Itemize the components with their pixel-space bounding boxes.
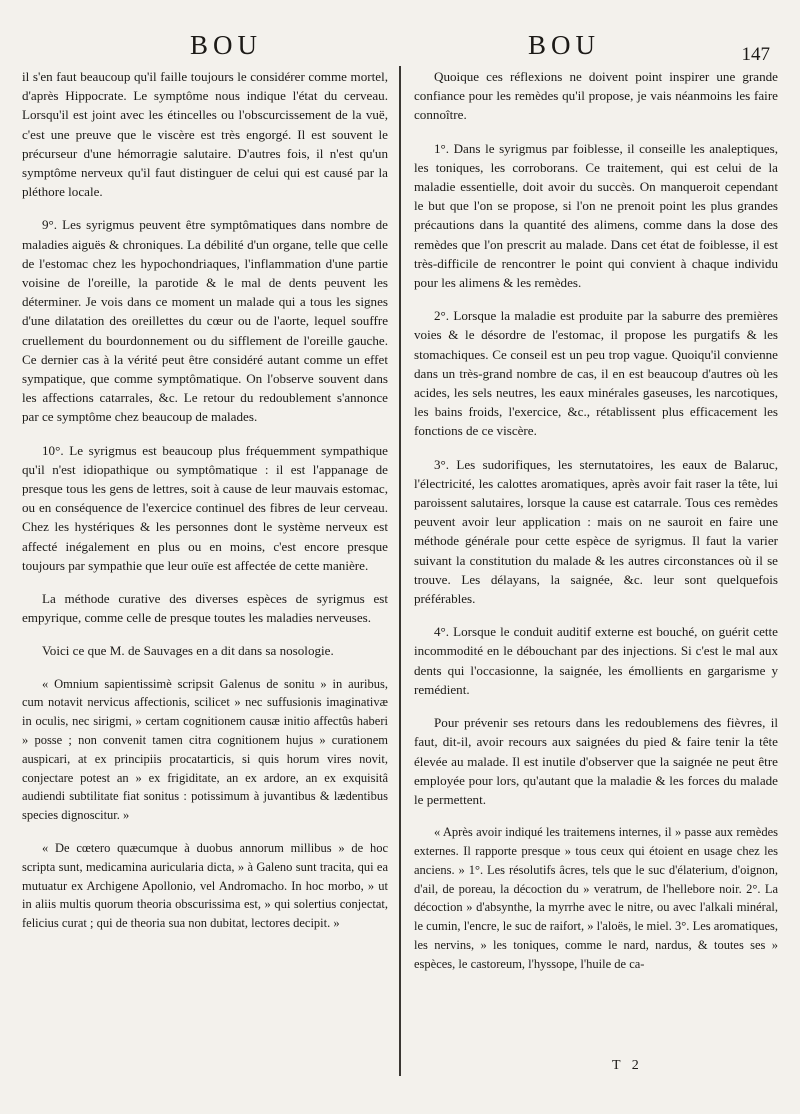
paragraph: La méthode curative des diverses espèces de syrigmus est empyrique, comme celle de presque toutes les maladies nerveuses.: [22, 591, 388, 626]
latin-quotation: « De cœtero quæcumque à duobus annorum millibus » de hoc scripta sunt, medicamina auricularia dicta, » à Galeno sunt tracita, qui ea mutuatur ex Archigene Apollonio, vel Andromacho. In hoc morbo, » ut in aliis multis quorum theoria obscurissima est, » qui solertius conjectat, felicius curat ; qui de theoria sua non dubitat, lectores decipit. »: [22, 841, 388, 931]
paragraph: Pour prévenir ses retours dans les redoublemens des fièvres, il faut, dit-il, avoir recours aux saignées du pied & faire tenir la tête élevée au malade. Il est inutile d'observer que la saignée ne peut être employée pour lors, qu'autant que la maladie & les forces du malade le permettent.: [414, 715, 778, 807]
paragraph: 4°. Lorsque le conduit auditif externe est bouché, on guérit cette incommodité en le débouchant par des injections. Si c'est le mal aux dents qui l'occasionne, la saignée, les émollients en gargarisme y remédient.: [414, 624, 778, 697]
right-column: [414, 67, 778, 987]
page-number: 147: [741, 44, 770, 65]
paragraph: 1°. Dans le syrigmus par foiblesse, il conseille les analeptiques, les toniques, les corroborans. Ce traitement, qui est celui de la maladie essentielle, doit avoir du succès. On manqueroit cependant le but que l'on se propose, si l'on ne prenoit point les plus grandes précautions dans la quantité des alimens, comme dans la dose des remèdes que l'on prescrit au malade. Dans cet état de foiblesse, il est très-difficile de rencontrer le point qui convient à chaque individu pour les alimens & les remèdes.: [414, 140, 778, 291]
paragraph: 3°. Les sudorifiques, les sternutatoires, les eaux de Balaruc, l'électricité, les calottes aromatiques, après avoir fait raser la tête, lui paroissent salutaires, lorsque la cause est catarrale. Tous ces remèdes peuvent avoir leur application : mais on ne sauroit en faire une méthode générale pour cette espèce de syrigmus. Il faut la varier suivant la constitution du malade & les autres circonstances où il se trouve. Les délayans, la saignée, &c. leur sont quelquefois préférables.: [414, 456, 778, 607]
quotation: « Après avoir indiqué les traitemens internes, il » passe aux remèdes externes. Il rapporte presque » tous ceux qui étoient en usage chez les anciens. » 1°. Les résolutifs âcres, tels que le suc d'élaterium, d'oignon, d'ail, de poreau, la décoction du » veratrum, de l'hellebore noir. 2°. La décoction » d'absynthe, la myrrhe avec le nitre, ou avec l'alkali minéral, le cumin, l'encre, le suc de raifort, » l'aloës, le miel. 3°. Les aromatiques, les nervins, » les toniques, comme le nard, nardus, & toutes ses » espèces, le castoreum, l'hyssope, l'huile de ca-: [414, 825, 778, 971]
right-running-title: BOU: [528, 30, 601, 60]
running-header: [0, 30, 800, 70]
printer-signature-mark: T 2: [612, 1058, 643, 1073]
paragraph: Quoique ces réflexions ne doivent point inspirer une grande confiance pour les remèdes qu'il propose, je vais néanmoins les faire connoître.: [414, 69, 778, 123]
left-column: [22, 67, 388, 947]
column-divider: [399, 66, 401, 1076]
latin-quotation: « Omnium sapientissimè scripsit Galenus de sonitu » in auribus, cum notavit nervicus affectionis, scilicet » nec suffusionis imaginativæ in oculis, nec sirigmi, » certam cognitionem causæ initio affectûs haberi » posse ; non convenit tamen citra cognitionem hujus » curationem auspicari, at ex principiis procatarticis, si quis horum vires novit, conjectare potest an » ex frigiditate, an ex ardore, an ex exquisitâ audiendi subtilitate fiat sonitus : potissimum à juvantibus & lædentibus species dignoscitur. »: [22, 676, 388, 823]
paragraph: Voici ce que M. de Sauvages en a dit dans sa nosologie.: [42, 643, 334, 659]
paragraph: il s'en faut beaucoup qu'il faille toujours le considérer comme mortel, d'après Hippocrate. Le symptôme nous indique l'état du cerveau. Lorsqu'il est joint avec les étincelles ou l'obscurcissement de la vuë, c'est une preuve que le viscère est très engorgé. Il est souvent le précurseur d'une hémorragie salutaire. D'autres fois, il n'est qu'un symptôme nerveux qu'il faut distinguer de celui qui est causé par la pléthore locale.: [22, 69, 388, 200]
paragraph: 9°. Les syrigmus peuvent être symptômatiques dans nombre de maladies aiguës & chroniques. La débilité d'un organe, telle que celle de l'estomac chez les hypochondriaques, l'inflammation d'une partie voisine de l'oreille, la parotide & le mal de dents peuvent les déterminer. Je vois dans ce moment un malade qui a tous les signes d'une dilatation des oreillettes du cœur ou de l'aorte, lequel souffre cruellement du bourdonnement ou du sifflement de l'oreille gauche. Ce dernier cas à la vérité peut être considéré autant comme un effet sympatique, que comme symptômatique. On l'observe souvent dans les affections catarrales, &c. Le retour du redoublement s'annonce par ce symptôme chez beaucoup de malades.: [22, 217, 388, 425]
paragraph: 2°. Lorsque la maladie est produite par la saburre des premières voies & le désordre de l'estomac, il propose les purgatifs & les stomachiques. Ce conseil est un peu trop vague. Quoiqu'il convienne dans un très-grand nombre de cas, il en est beaucoup d'autres où les acides, les sels neutres, les eaux minérales gaseuses, les narcotiques, les bains froids, l'exercice, &c., rétablissent plus efficacement les fonctions de ce viscère.: [414, 308, 778, 439]
left-running-title: BOU: [190, 30, 263, 60]
paragraph: 10°. Le syrigmus est beaucoup plus fréquemment sympathique qu'il n'est idiopathique ou symptômatique : il est l'appanage de presque tous les gens de lettres, soit à cause de leur mauvais estomac, ou en conséquence de l'exercice continuel des fibres de leur cerveau. Chez les hystériques & les personnes dont le système nerveux est affecté inégalement en plus ou en moins, c'est encore presque toujours par sympathie que leur ouïe est affectée de cette manière.: [22, 442, 388, 573]
